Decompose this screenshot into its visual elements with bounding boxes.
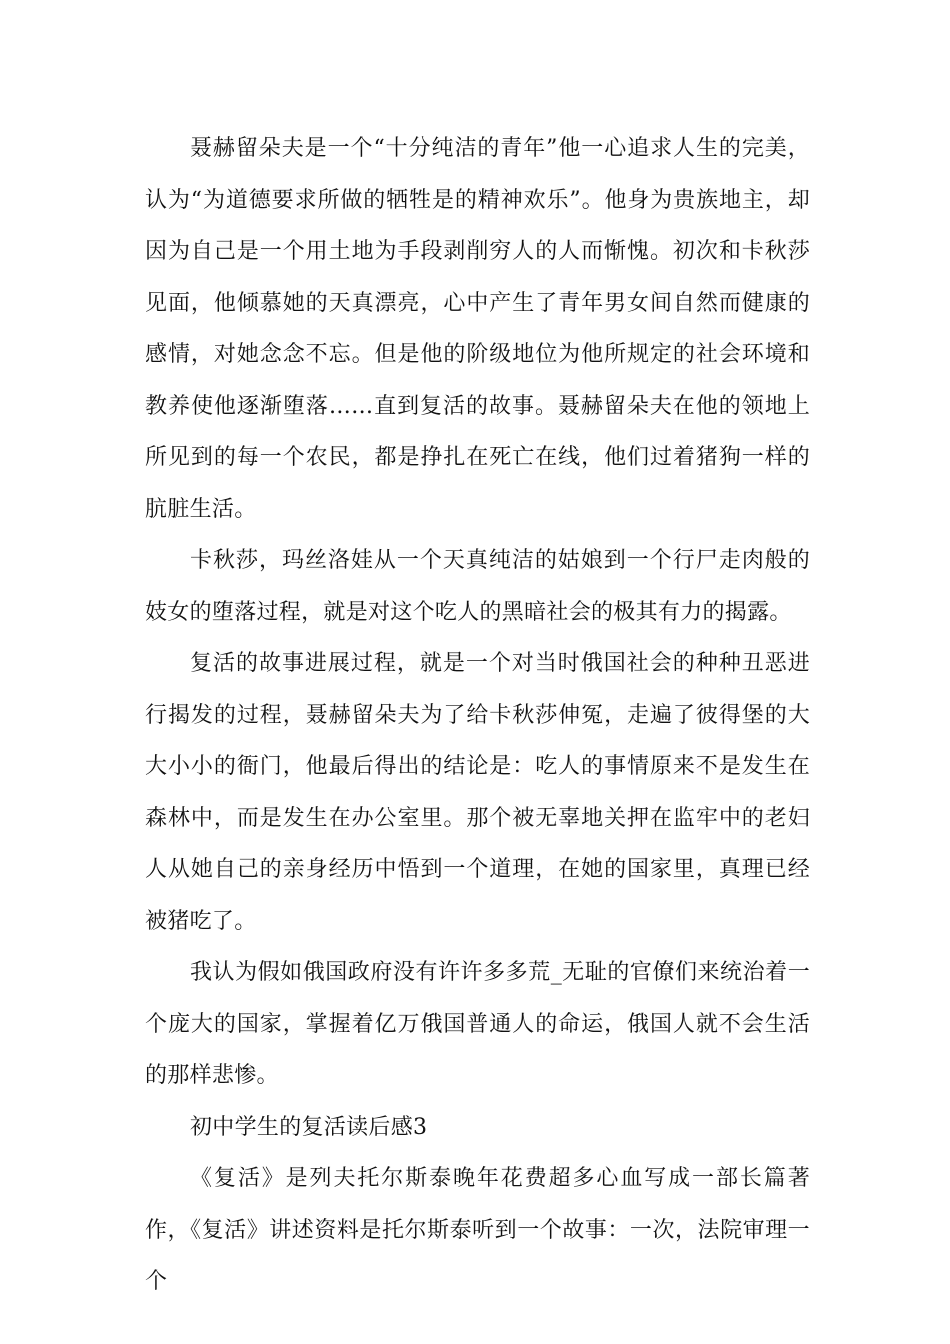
paragraph-katyusha: 卡秋莎，玛丝洛娃从一个天真纯洁的姑娘到一个行尸走肉般的妓女的堕落过程，就是对这个吃人的黑暗社会的极其有力的揭露。	[145, 548, 810, 625]
paragraph-resurrection-process: 复活的故事进展过程，就是一个对当时俄国社会的种种丑恶进行揭发的过程，聂赫留朵夫为了给卡秋莎伸冤，走遍了彼得堡的大大小小的衙门，他最后得出的结论是：吃人的事情原来不是发生在森林中，而是发生在办公室里。那个被无辜地关押在监牢中的老妇人从她自己的亲身经历中悟到一个道理，在她的国家里，真理已经被猪吃了。	[145, 651, 810, 934]
paragraph-intro: 《复活》是列夫托尔斯泰晚年花费超多心血写成一部长篇著作，《复活》讲述资料是托尔斯泰听到一个故事：一次，法院审理一个	[145, 1166, 810, 1294]
section-heading: 初中学生的复活读后感3	[190, 1114, 428, 1140]
paragraph-opinion: 我认为假如俄国政府没有许许多多荒_无耻的官僚们来统治着一个庞大的国家，掌握着亿万俄国普通人的命运，俄国人就不会生活的那样悲惨。	[145, 960, 810, 1088]
paragraph-nekhlyudov: 聂赫留朵夫是一个“十分纯洁的青年”他一心追求人生的完美，认为“为道德要求所做的牺牲是的精神欢乐”。他身为贵族地主，却因为自己是一个用土地为手段剥削穷人的人而惭愧。初次和卡秋莎见面，他倾慕她的天真漂亮，心中产生了青年男女间自然而健康的感情，对她念念不忘。但是他的阶级地位为他所规定的社会环境和教养使他逐渐堕落……直到复活的故事。聂赫留朵夫在他的领地上所见到的每一个农民，都是挣扎在死亡在线，他们过着猪狗一样的肮脏生活。	[145, 136, 810, 522]
document-body	[145, 123, 810, 1308]
